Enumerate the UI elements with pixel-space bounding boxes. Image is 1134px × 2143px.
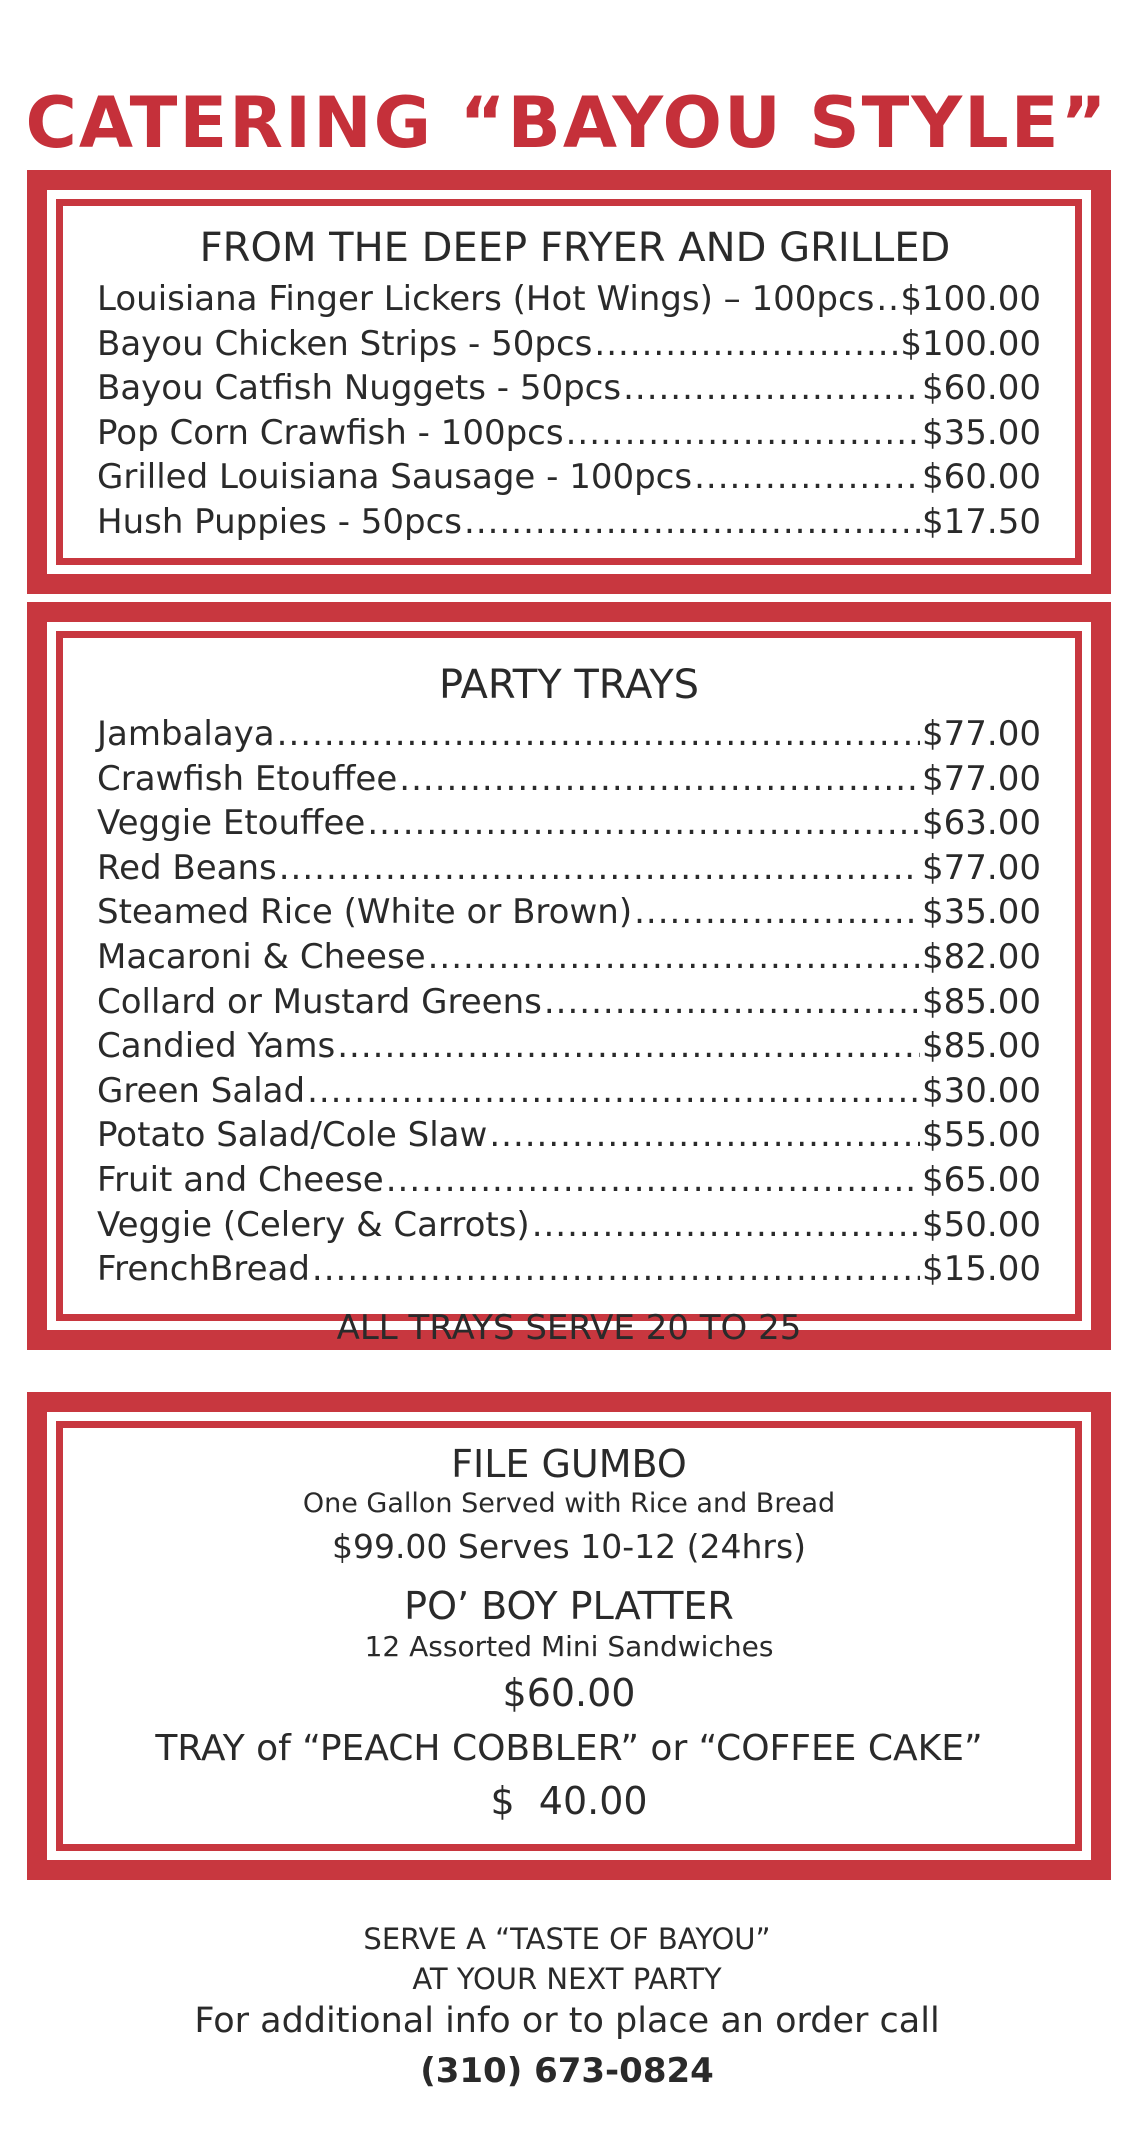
- menu-item-price: $77.00: [922, 758, 1041, 799]
- dot-leader: [634, 890, 920, 935]
- trays-panel: [27, 602, 1111, 1350]
- poboy-price: $60.00: [502, 1671, 636, 1715]
- menu-item: [97, 801, 1041, 846]
- menu-item-name: Veggie Etouffee: [97, 803, 366, 844]
- poboy-description: 12 Assorted Mini Sandwiches: [364, 1630, 774, 1663]
- menu-item: [97, 366, 1041, 411]
- menu-item: [97, 500, 1041, 545]
- gumbo-heading: FILE GUMBO: [451, 1442, 687, 1486]
- dot-leader: [532, 1203, 920, 1248]
- dot-leader: [399, 757, 920, 802]
- dot-leader: [337, 1024, 920, 1069]
- dot-leader: [623, 366, 920, 411]
- specials-panel: [27, 1392, 1111, 1880]
- dot-leader: [279, 846, 920, 891]
- tray-heading: TRAY of “PEACH COBBLER” or “COFFEE CAKE”: [155, 1728, 983, 1769]
- menu-item-price: $30.00: [922, 1070, 1041, 1111]
- dot-leader: [386, 1158, 920, 1203]
- gumbo-description: One Gallon Served with Rice and Bread: [302, 1488, 836, 1519]
- menu-item: [97, 277, 1041, 322]
- menu-item-price: $77.00: [922, 847, 1041, 888]
- menu-item: [97, 1247, 1041, 1292]
- menu-item-price: $15.00: [922, 1249, 1041, 1290]
- footer-line-1: SERVE A “TASTE OF BAYOU”: [363, 1922, 771, 1956]
- menu-item-name: Bayou Catfish Nuggets - 50pcs: [97, 368, 622, 409]
- dot-leader: [694, 455, 920, 500]
- menu-item: [97, 322, 1041, 367]
- trays-heading: PARTY TRAYS: [438, 662, 700, 708]
- menu-item: [97, 1024, 1041, 1069]
- fryer-list: [97, 277, 1041, 545]
- menu-item-name: Steamed Rice (White or Brown): [97, 892, 633, 933]
- menu-item-price: $50.00: [922, 1204, 1041, 1245]
- dot-leader: [464, 500, 920, 545]
- footer-line-2: AT YOUR NEXT PARTY: [412, 1962, 722, 1996]
- menu-item-price: $17.50: [922, 501, 1041, 542]
- menu-item-name: Pop Corn Crawfish - 100pcs: [97, 412, 564, 453]
- menu-item-name: Veggie (Celery & Carrots): [97, 1204, 530, 1245]
- dot-leader: [489, 1113, 920, 1158]
- dot-leader: [307, 1069, 920, 1114]
- menu-item-name: Fruit and Cheese: [97, 1159, 384, 1200]
- dot-leader: [566, 411, 920, 456]
- dot-leader: [277, 712, 920, 757]
- menu-item-price: $100.00: [900, 279, 1041, 319]
- menu-item: [97, 757, 1041, 802]
- menu-item-name: Bayou Chicken Strips - 50pcs: [97, 323, 593, 364]
- menu-item: [97, 1158, 1041, 1203]
- dot-leader: [367, 801, 920, 846]
- menu-item-price: $100.00: [900, 323, 1041, 364]
- dot-leader: [544, 980, 920, 1025]
- menu-item-price: $82.00: [922, 936, 1041, 977]
- menu-item: [97, 890, 1041, 935]
- gumbo-price: $99.00 Serves 10-12 (24hrs): [331, 1527, 807, 1566]
- menu-item: [97, 455, 1041, 500]
- menu-item: [97, 1069, 1041, 1114]
- menu-item-price: $65.00: [922, 1159, 1041, 1200]
- fryer-panel: [27, 170, 1111, 594]
- menu-item-name: FrenchBread: [97, 1249, 310, 1290]
- dot-leader: [876, 277, 898, 322]
- trays-list: [97, 712, 1041, 1292]
- menu-item-price: $55.00: [922, 1115, 1041, 1156]
- menu-item-price: $60.00: [922, 368, 1041, 409]
- menu-item-name: Candied Yams: [97, 1026, 336, 1067]
- menu-item-price: $85.00: [922, 1026, 1041, 1067]
- menu-item: [97, 712, 1041, 757]
- menu-item-price: $85.00: [922, 981, 1041, 1022]
- menu-item-price: $60.00: [922, 457, 1041, 498]
- menu-item-price: $63.00: [922, 803, 1041, 844]
- menu-item-name: Louisiana Finger Lickers (Hot Wings) – 100pcs: [97, 279, 875, 319]
- page-title: CATERING “BAYOU STYLE”: [25, 82, 1109, 164]
- footer-line-3: For additional info or to place an order call: [194, 2001, 940, 2041]
- menu-item-name: Green Salad: [97, 1070, 306, 1111]
- phone-number: (310) 673-0824: [420, 2051, 714, 2091]
- poboy-heading: PO’ BOY PLATTER: [404, 1584, 734, 1628]
- tray-price: $ 40.00: [490, 1779, 648, 1823]
- menu-item-price: $35.00: [922, 412, 1041, 453]
- dot-leader: [428, 935, 920, 980]
- menu-item-name: Crawfish Etouffee: [97, 758, 398, 799]
- menu-item-name: Collard or Mustard Greens: [97, 981, 542, 1022]
- menu-item-price: $77.00: [922, 714, 1041, 754]
- dot-leader: [312, 1247, 920, 1292]
- menu-item: [97, 1113, 1041, 1158]
- menu-item-name: Hush Puppies - 50pcs: [97, 501, 463, 542]
- menu-item-name: Grilled Louisiana Sausage - 100pcs: [97, 457, 693, 498]
- menu-item-name: Macaroni & Cheese: [97, 936, 426, 977]
- dot-leader: [594, 322, 898, 367]
- menu-item-name: Jambalaya: [97, 714, 275, 754]
- menu-item: [97, 980, 1041, 1025]
- menu-item-name: Potato Salad/Cole Slaw: [97, 1115, 488, 1156]
- fryer-heading: FROM THE DEEP FRYER AND GRILLED: [199, 225, 951, 271]
- menu-item-name: Red Beans: [97, 847, 277, 888]
- menu-item: [97, 1203, 1041, 1248]
- menu-item: [97, 935, 1041, 980]
- menu-item: [97, 846, 1041, 891]
- trays-note: ALL TRAYS SERVE 20 TO 25: [336, 1307, 802, 1348]
- menu-item-price: $35.00: [922, 892, 1041, 933]
- menu-item: [97, 411, 1041, 456]
